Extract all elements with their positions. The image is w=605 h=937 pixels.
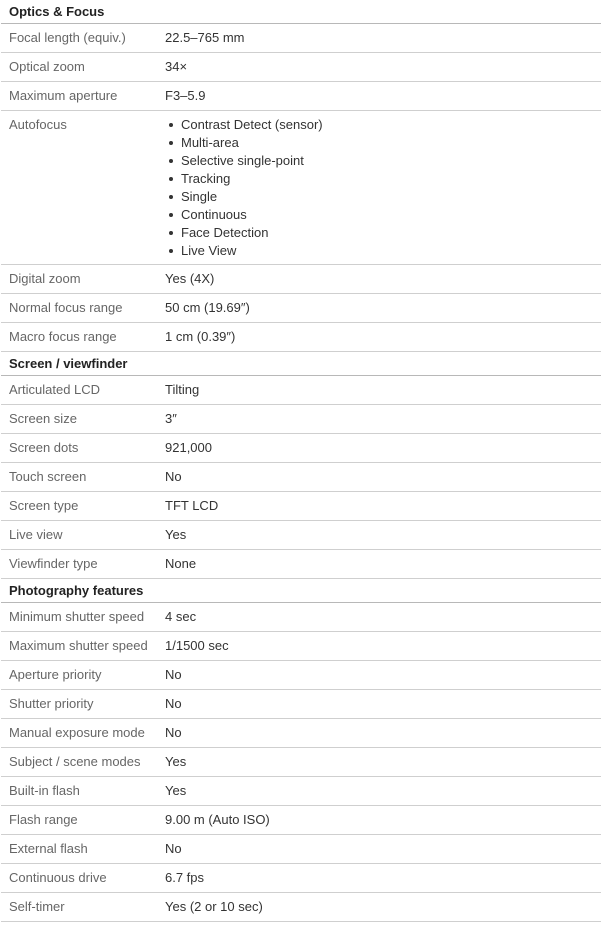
spec-row-built-in-flash xyxy=(1,777,601,806)
list-item: Live View xyxy=(181,242,601,260)
list-item: Contrast Detect (sensor) xyxy=(181,116,601,134)
spec-label: Built-in flash xyxy=(9,783,80,798)
spec-label: Manual exposure mode xyxy=(9,725,145,740)
spec-row-focal-length xyxy=(1,24,601,53)
spec-value: 1/1500 sec xyxy=(165,638,229,653)
spec-label: Screen type xyxy=(9,498,79,513)
spec-row-screen-dots xyxy=(1,434,601,463)
spec-row-maximum-aperture xyxy=(1,82,601,111)
spec-value: 34× xyxy=(165,59,188,74)
spec-value: No xyxy=(165,841,182,856)
spec-label: External flash xyxy=(9,841,88,856)
spec-label: Macro focus range xyxy=(9,329,117,344)
spec-value: Yes xyxy=(165,783,187,798)
spec-value: 9.00 m (Auto ISO) xyxy=(165,812,270,827)
spec-label: Focal length (equiv.) xyxy=(9,30,126,45)
spec-value: Yes xyxy=(165,527,187,542)
list-item: Selective single-point xyxy=(181,152,601,170)
section-header-optics-focus: Optics & Focus xyxy=(1,0,601,24)
spec-row-screen-size xyxy=(1,405,601,434)
spec-value: Yes (4X) xyxy=(165,271,215,286)
spec-row-flash-range xyxy=(1,806,601,835)
spec-label: Digital zoom xyxy=(9,271,81,286)
spec-row-viewfinder-type xyxy=(1,550,601,579)
spec-label: Normal focus range xyxy=(9,300,123,315)
list-item: Face Detection xyxy=(181,224,601,242)
spec-row-aperture-priority xyxy=(1,661,601,690)
spec-value: Tilting xyxy=(165,382,200,397)
section-header-photography-features: Photography features xyxy=(1,579,601,603)
list-item: Tracking xyxy=(181,170,601,188)
spec-row-live-view xyxy=(1,521,601,550)
spec-row-minimum-shutter-speed xyxy=(1,603,601,632)
spec-label: Aperture priority xyxy=(9,667,102,682)
spec-row-optical-zoom xyxy=(1,53,601,82)
spec-value: Yes xyxy=(165,754,187,769)
spec-label: Self-timer xyxy=(9,899,65,914)
spec-label: Screen size xyxy=(9,411,77,426)
spec-row-articulated-lcd xyxy=(1,376,601,405)
spec-label: Maximum shutter speed xyxy=(9,638,148,653)
autofocus-list xyxy=(165,116,601,260)
spec-value: TFT LCD xyxy=(165,498,219,513)
spec-value: 4 sec xyxy=(165,609,197,624)
spec-row-continuous-drive xyxy=(1,864,601,893)
spec-label: Flash range xyxy=(9,812,78,827)
spec-value: 22.5–765 mm xyxy=(165,30,245,45)
spec-value: Yes (2 or 10 sec) xyxy=(165,899,263,914)
spec-row-subject-scene-modes xyxy=(1,748,601,777)
spec-label: Touch screen xyxy=(9,469,87,484)
spec-value: No xyxy=(165,667,182,682)
spec-value: 921,000 xyxy=(165,440,212,455)
spec-value: 6.7 fps xyxy=(165,870,205,885)
specs-table xyxy=(1,0,601,922)
list-item: Continuous xyxy=(181,206,601,224)
spec-value: F3–5.9 xyxy=(165,88,206,103)
list-item: Single xyxy=(181,188,601,206)
spec-value: No xyxy=(165,725,182,740)
spec-row-macro-focus-range xyxy=(1,323,601,352)
spec-value-list xyxy=(165,111,601,264)
spec-row-autofocus xyxy=(1,111,601,265)
spec-row-digital-zoom xyxy=(1,265,601,294)
spec-label: Autofocus xyxy=(9,117,67,132)
spec-label: Live view xyxy=(9,527,63,542)
section-header-screen-viewfinder: Screen / viewfinder xyxy=(1,352,601,376)
spec-value: 1 cm (0.39″) xyxy=(165,329,236,344)
spec-label: Minimum shutter speed xyxy=(9,609,145,624)
spec-value: None xyxy=(165,556,197,571)
spec-value: No xyxy=(165,696,182,711)
spec-value: 50 cm (19.69″) xyxy=(165,300,250,315)
spec-row-self-timer xyxy=(1,893,601,922)
spec-label: Articulated LCD xyxy=(9,382,101,397)
spec-row-maximum-shutter-speed xyxy=(1,632,601,661)
spec-row-shutter-priority xyxy=(1,690,601,719)
spec-label: Viewfinder type xyxy=(9,556,98,571)
spec-value: No xyxy=(165,469,182,484)
spec-row-normal-focus-range xyxy=(1,294,601,323)
spec-row-screen-type xyxy=(1,492,601,521)
spec-row-manual-exposure-mode xyxy=(1,719,601,748)
spec-row-external-flash xyxy=(1,835,601,864)
spec-label: Screen dots xyxy=(9,440,79,455)
spec-label: Subject / scene modes xyxy=(9,754,141,769)
spec-label: Shutter priority xyxy=(9,696,94,711)
spec-label: Continuous drive xyxy=(9,870,107,885)
spec-label: Optical zoom xyxy=(9,59,85,74)
spec-label: Maximum aperture xyxy=(9,88,118,103)
spec-value: 3″ xyxy=(165,411,177,426)
list-item: Multi-area xyxy=(181,134,601,152)
spec-row-touch-screen xyxy=(1,463,601,492)
